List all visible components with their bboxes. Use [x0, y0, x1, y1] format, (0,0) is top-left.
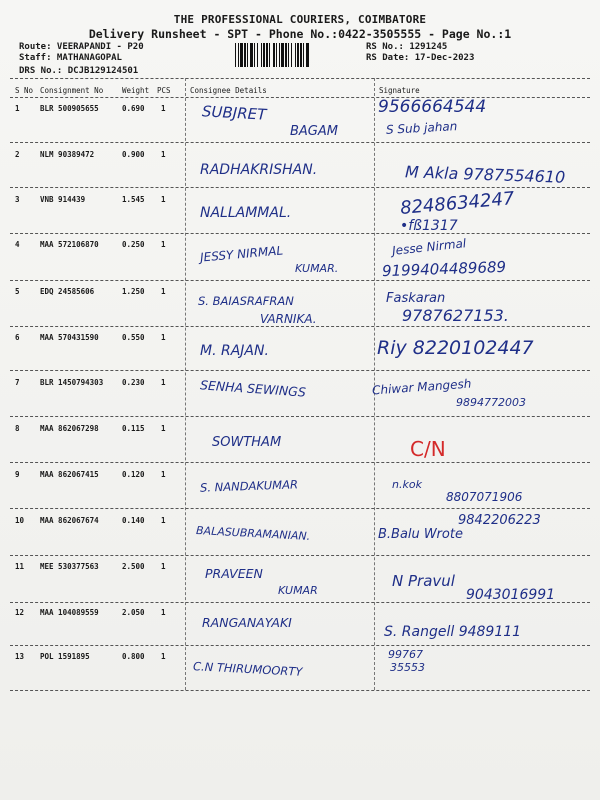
- rs-date: RS Date: 17-Dec-2023: [366, 53, 475, 63]
- handwritten-signature: n.kok: [392, 478, 422, 491]
- row-pcs: 1: [161, 562, 166, 571]
- row-weight: 0.250: [122, 240, 145, 249]
- row-pcs: 1: [161, 470, 166, 479]
- row-pcs: 1: [161, 287, 166, 296]
- handwritten-signature: Riy 8220102447: [377, 337, 534, 359]
- handwritten-signature: 9894772003: [456, 396, 526, 409]
- row-sno: 13: [15, 652, 25, 661]
- row-weight: 0.140: [122, 516, 145, 525]
- row-weight: 1.250: [122, 287, 145, 296]
- row-pcs: 1: [161, 652, 166, 661]
- handwritten-consignee: NALLAMMAL.: [200, 205, 292, 221]
- row-sno: 3: [15, 195, 20, 204]
- company-title: THE PROFESSIONAL COURIERS, COIMBATORE: [173, 13, 427, 26]
- row-consignment: MAA 862067298: [40, 424, 99, 433]
- handwritten-signature: 9842206223: [458, 513, 541, 528]
- handwritten-consignee: VARNIKA.: [260, 312, 317, 326]
- row-divider: [10, 233, 590, 234]
- row-weight: 0.230: [122, 378, 145, 387]
- rs-number: RS No.: 1291245: [366, 42, 448, 52]
- row-consignment: POL 1591895: [40, 652, 90, 661]
- row-sno: 9: [15, 470, 20, 479]
- handwritten-mark: C/N: [410, 437, 446, 461]
- col-header-signature: Signature: [379, 86, 420, 95]
- row-pcs: 1: [161, 150, 166, 159]
- handwritten-signature: S Sub jahan: [385, 119, 458, 137]
- handwritten-signature: Jesse Nirmal: [391, 236, 467, 258]
- row-consignment: MAA 862067415: [40, 470, 99, 479]
- handwritten-consignee: C.N THIRUMOORTY: [192, 659, 303, 679]
- handwritten-signature: 9199404489689: [381, 257, 507, 281]
- row-consignment: VNB 914439: [40, 195, 86, 204]
- staff-info: Staff: MATHANAGOPAL: [19, 53, 122, 63]
- row-weight: 0.550: [122, 333, 145, 342]
- handwritten-signature: B.Balu Wrote: [378, 527, 463, 542]
- runsheet-subtitle: Delivery Runsheet - SPT - Phone No.:0422-3505555 - Page No.:1: [88, 27, 512, 41]
- row-pcs: 1: [161, 424, 166, 433]
- handwritten-signature: 8248634247: [399, 188, 516, 219]
- row-sno: 11: [15, 562, 25, 571]
- row-weight: 0.115: [122, 424, 145, 433]
- column-separator: [185, 78, 186, 690]
- handwritten-consignee: SENHA SEWINGS: [199, 377, 307, 400]
- row-weight: 0.120: [122, 470, 145, 479]
- row-divider: [10, 187, 590, 188]
- row-consignment: MAA 862067674: [40, 516, 99, 525]
- handwritten-signature: Faskaran: [386, 291, 446, 306]
- handwritten-consignee: JESSY NIRMAL: [199, 243, 284, 265]
- row-divider: [10, 645, 590, 646]
- handwritten-signature: 9043016991: [466, 587, 556, 603]
- handwritten-signature: Chiwar Mangesh: [371, 376, 472, 398]
- row-sno: 1: [15, 104, 20, 113]
- col-header-consignee: Consignee Details: [190, 86, 267, 95]
- handwritten-signature: 99767: [388, 648, 423, 661]
- col-header-sno: S No: [15, 86, 34, 95]
- row-consignment: BLR 1450794303: [40, 378, 104, 387]
- row-divider: [10, 508, 590, 509]
- handwritten-consignee: RANGANAYAKI: [202, 615, 292, 630]
- row-sno: 6: [15, 333, 20, 342]
- row-weight: 2.500: [122, 562, 145, 571]
- handwritten-consignee: KUMAR.: [295, 262, 339, 275]
- handwritten-consignee: S. BAIASRAFRAN: [198, 294, 294, 308]
- row-sno: 12: [15, 608, 25, 617]
- handwritten-consignee: RADHAKRISHAN.: [200, 162, 318, 178]
- row-sno: 4: [15, 240, 20, 249]
- row-weight: 1.545: [122, 195, 145, 204]
- handwritten-signature: N Pravul: [392, 572, 455, 590]
- row-divider: [10, 142, 590, 143]
- handwritten-consignee: PRAVEEN: [205, 566, 263, 581]
- drs-number: DRS No.: DCJB129124501: [19, 66, 139, 76]
- route-info: Route: VEERAPANDI - P20: [19, 42, 144, 52]
- handwritten-consignee: BALASUBRAMANIAN.: [195, 524, 311, 543]
- row-divider: [10, 602, 590, 603]
- row-weight: 0.800: [122, 652, 145, 661]
- col-header-pcs: PCS: [157, 86, 171, 95]
- row-sno: 10: [15, 516, 25, 525]
- row-pcs: 1: [161, 104, 166, 113]
- row-weight: 0.690: [122, 104, 145, 113]
- handwritten-signature: M Akla 9787554610: [404, 162, 566, 187]
- table-bottom-border: [10, 690, 590, 691]
- row-pcs: 1: [161, 195, 166, 204]
- row-sno: 8: [15, 424, 20, 433]
- handwritten-signature: 35553: [390, 661, 425, 674]
- handwritten-consignee: SOWTHAM: [212, 435, 282, 450]
- row-weight: 0.900: [122, 150, 145, 159]
- row-pcs: 1: [161, 378, 166, 387]
- row-divider: [10, 280, 590, 281]
- row-consignment: MEE 530377563: [40, 562, 99, 571]
- handwritten-consignee: M. RAJAN.: [200, 343, 269, 359]
- row-sno: 7: [15, 378, 20, 387]
- row-pcs: 1: [161, 333, 166, 342]
- handwritten-consignee: KUMAR: [278, 584, 318, 597]
- col-header-consignment: Consignment No: [40, 86, 104, 95]
- row-divider: [10, 462, 590, 463]
- row-consignment: NLM 90389472: [40, 150, 95, 159]
- row-divider: [10, 416, 590, 417]
- handwritten-consignee: BAGAM: [290, 124, 338, 139]
- handwritten-signature: S. Rangell 9489111: [384, 624, 522, 640]
- handwritten-signature: 9566664544: [378, 97, 487, 117]
- handwritten-signature: 8807071906: [446, 490, 523, 504]
- row-pcs: 1: [161, 608, 166, 617]
- row-consignment: MAA 572106870: [40, 240, 99, 249]
- column-header-divider: [10, 97, 590, 98]
- handwritten-signature: •fß1317: [400, 218, 458, 234]
- row-divider: [10, 326, 590, 327]
- row-sno: 2: [15, 150, 20, 159]
- row-consignment: MAA 570431590: [40, 333, 99, 342]
- row-divider: [10, 555, 590, 556]
- row-weight: 2.050: [122, 608, 145, 617]
- header-divider: [10, 78, 590, 79]
- barcode-icon: [233, 42, 363, 68]
- row-pcs: 1: [161, 516, 166, 525]
- col-header-weight: Weight: [122, 86, 150, 95]
- row-consignment: EDQ 24585606: [40, 287, 95, 296]
- row-sno: 5: [15, 287, 20, 296]
- row-consignment: BLR 500905655: [40, 104, 99, 113]
- row-divider: [10, 370, 590, 371]
- handwritten-consignee: SUBJRET: [201, 102, 267, 124]
- handwritten-signature: 9787627153.: [402, 306, 509, 325]
- handwritten-consignee: S. NANDAKUMAR: [199, 477, 299, 495]
- row-pcs: 1: [161, 240, 166, 249]
- row-consignment: MAA 104089559: [40, 608, 99, 617]
